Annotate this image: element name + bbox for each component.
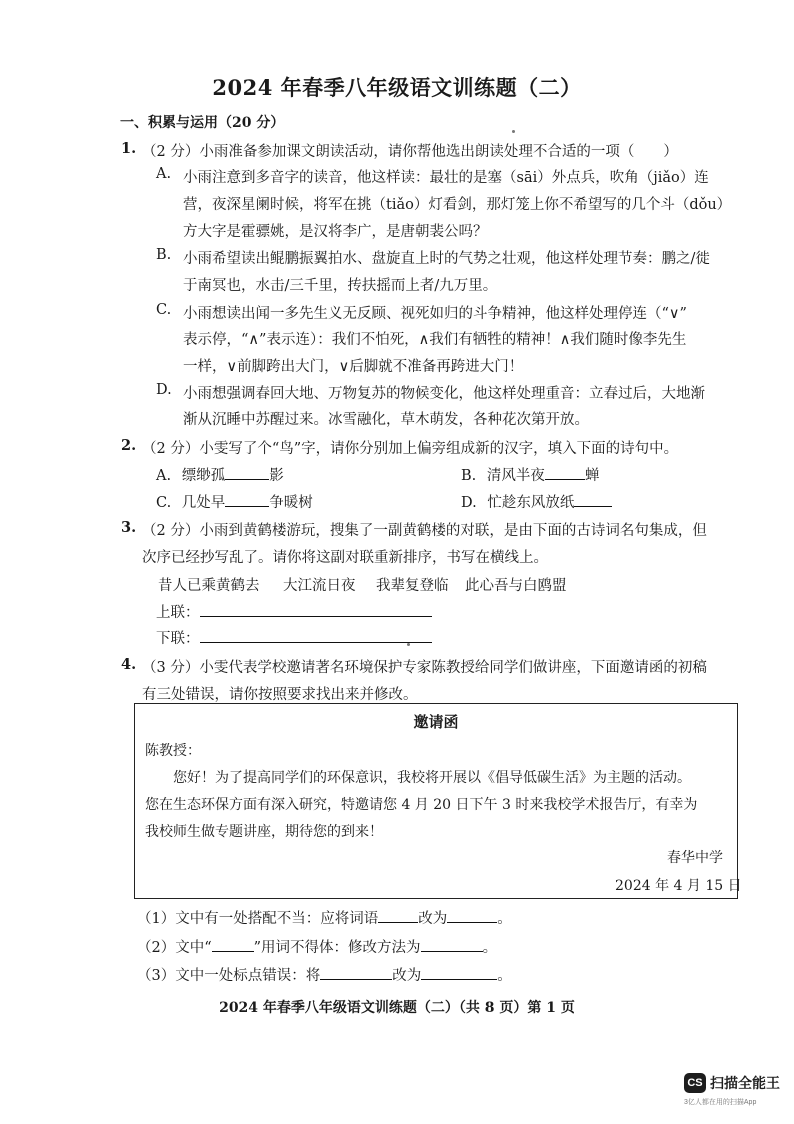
answer-blank[interactable]	[225, 492, 269, 507]
subquestion-text: 改为	[418, 911, 448, 927]
answer-blank[interactable]	[421, 937, 483, 952]
section-heading: 一、积累与运用（20 分）	[120, 115, 285, 131]
scanner-logo-icon: CS	[684, 1073, 706, 1093]
option-label: A.	[156, 468, 172, 484]
fill-option-2a	[156, 464, 284, 485]
subquestion-text: （3）文中一处标点错误：将	[137, 968, 321, 984]
subquestion-text: （1）文中有一处搭配不当：应将词语	[137, 911, 379, 927]
scan-speck	[512, 130, 515, 133]
option-line: 表示停，“∧”表示连）：我们不怕死，∧我们有牺牲的精神！∧我们随时像李先生	[183, 332, 687, 348]
answer-blank[interactable]	[447, 908, 497, 923]
letter-body-line: 您好！为了提高同学们的环保意识，我校将开展以《倡导低碳生活》为主题的活动。	[173, 770, 691, 786]
subquestion-text: 。	[482, 940, 498, 956]
option-line: 营，夜深星阑时候，将军在挑（tiǎo）灯看剑，那灯笼上你不希望写的几个斗（dǒu）	[183, 197, 732, 213]
question-stem-3-line1: （2 分）小雨到黄鹤楼游玩，搜集了一副黄鹤楼的对联，是由下面的古诗词名句集成，但	[142, 523, 707, 539]
option-line: 一样，∨前脚跨出大门，∨后脚就不准备再跨进大门！	[183, 359, 524, 375]
option-text-after: 争暖树	[269, 495, 313, 511]
question-stem-3-line2: 次序已经抄写乱了。请你将这副对联重新排序，书写在横线上。	[142, 550, 548, 566]
subquestion-text: 改为	[392, 968, 422, 984]
question-number-2: 2.	[121, 437, 137, 454]
question-stem-1: （2 分）小雨准备参加课文朗读活动，请你帮他选出朗读处理不合适的一项（ ）	[142, 144, 678, 160]
option-line: 小雨注意到多音字的读音，他这样读：最壮的是塞（sāi）外点兵，吹角（jiǎo）连	[183, 170, 709, 186]
question-stem-2: （2 分）小雯写了个“鸟”字，请你分别加上偏旁组成新的汉字，填入下面的诗句中。	[142, 441, 679, 457]
option-line: 小雨希望读出鲲鹏振翼拍水、盘旋直上时的气势之壮观，他这样处理节奏：鹏之/徙	[183, 251, 710, 267]
fill-option-2c	[156, 491, 313, 512]
option-line: 小雨想强调春回大地、万物复苏的物候变化，他这样处理重音：立春过后，大地渐	[183, 386, 705, 402]
question-stem-4-line1: （3 分）小雯代表学校邀请著名环境保护专家陈教授给同学们做讲座，下面邀请函的初稿	[142, 660, 707, 676]
option-text-before: 缥缈孤	[181, 468, 226, 484]
option-text-after: 蝉	[584, 468, 600, 484]
option-line: 渐从沉睡中苏醒过来。冰雪融化，草木萌发，各种花次第开放。	[183, 412, 589, 428]
option-label-1c: C.	[156, 302, 172, 318]
option-label: D.	[461, 495, 477, 511]
option-text-before: 几处早	[181, 495, 226, 511]
answer-blank[interactable]	[378, 908, 418, 923]
option-label-1b: B.	[156, 247, 172, 263]
answer-blank[interactable]	[545, 465, 585, 480]
page-footer: 2024 年春季八年级语文训练题（二）（共 8 页）第 1 页	[219, 1000, 575, 1016]
option-label: B.	[461, 468, 477, 484]
lower-couplet-row	[156, 627, 432, 648]
subquestion-text: ”用词不得体：修改方法为	[253, 940, 421, 956]
subquestion-text: 。	[497, 968, 512, 984]
option-label-1d: D.	[156, 382, 172, 398]
answer-blank[interactable]	[212, 937, 254, 952]
upper-couplet-label: 上联：	[156, 605, 200, 621]
letter-body-line: 我校师生做专题讲座，期待您的到来！	[145, 824, 383, 840]
question-stem-4-line2: 有三处错误，请你按照要求找出来并修改。	[142, 687, 418, 703]
subquestion-3	[137, 964, 512, 985]
option-text-before: 忙趁东风放纸	[487, 495, 575, 511]
scanner-app-name: 扫描全能王	[710, 1075, 780, 1091]
upper-couplet-blank[interactable]	[200, 602, 432, 617]
fill-option-2d	[461, 491, 612, 512]
invitation-letter-box	[134, 703, 742, 899]
fill-option-2b	[461, 464, 599, 485]
option-line: 小雨想读出闻一多先生义无反顾、视死如归的斗争精神，他这样处理停连（“∨”	[183, 306, 687, 322]
subquestion-text: 。	[497, 911, 512, 927]
couplet-phrase: 昔人已乘黄鹤去	[158, 578, 260, 594]
option-line: 于南冥也，水击/三千里，抟扶摇而上者/九万里。	[183, 278, 498, 294]
answer-blank[interactable]	[574, 492, 612, 507]
page-title: 2024 年春季八年级语文训练题（二）	[212, 75, 582, 100]
couplet-phrase: 我辈复登临	[376, 578, 449, 594]
subquestion-text: （2）文中“	[137, 940, 212, 956]
letter-salutation: 陈教授：	[145, 743, 201, 759]
upper-couplet-row	[156, 601, 432, 622]
option-text-after: 影	[269, 468, 284, 484]
couplet-phrase: 大江流日夜	[283, 578, 356, 594]
lower-couplet-label: 下联：	[156, 631, 200, 647]
letter-body-line: 您在生态环保方面有深入研究，特邀请您 4 月 20 日下午 3 时来我校学术报告厅，有幸为	[145, 797, 698, 813]
option-label-1a: A.	[156, 166, 172, 182]
question-number-4: 4.	[121, 656, 137, 673]
answer-blank[interactable]	[421, 965, 497, 980]
question-number-1: 1.	[121, 140, 137, 157]
letter-signature: 春华中学	[667, 850, 723, 866]
subquestion-1	[137, 907, 512, 928]
answer-blank[interactable]	[320, 965, 392, 980]
option-label: C.	[156, 495, 172, 511]
option-line: 方大字是霍骠姚，是汉将李广，是唐朝裴公吗？	[183, 224, 488, 240]
letter-title: 邀请函	[413, 713, 459, 731]
lower-couplet-blank[interactable]	[200, 628, 432, 643]
answer-blank[interactable]	[225, 465, 269, 480]
couplet-phrase: 此心吾与白鸥盟	[465, 578, 567, 594]
scanner-tagline: 3亿人都在用的扫描App	[684, 1099, 757, 1106]
letter-date: 2024 年 4 月 15 日	[615, 878, 742, 894]
question-number-3: 3.	[121, 519, 137, 536]
option-text-before: 清风半夜	[486, 468, 545, 484]
subquestion-2	[137, 936, 497, 957]
scan-speck	[407, 643, 410, 646]
